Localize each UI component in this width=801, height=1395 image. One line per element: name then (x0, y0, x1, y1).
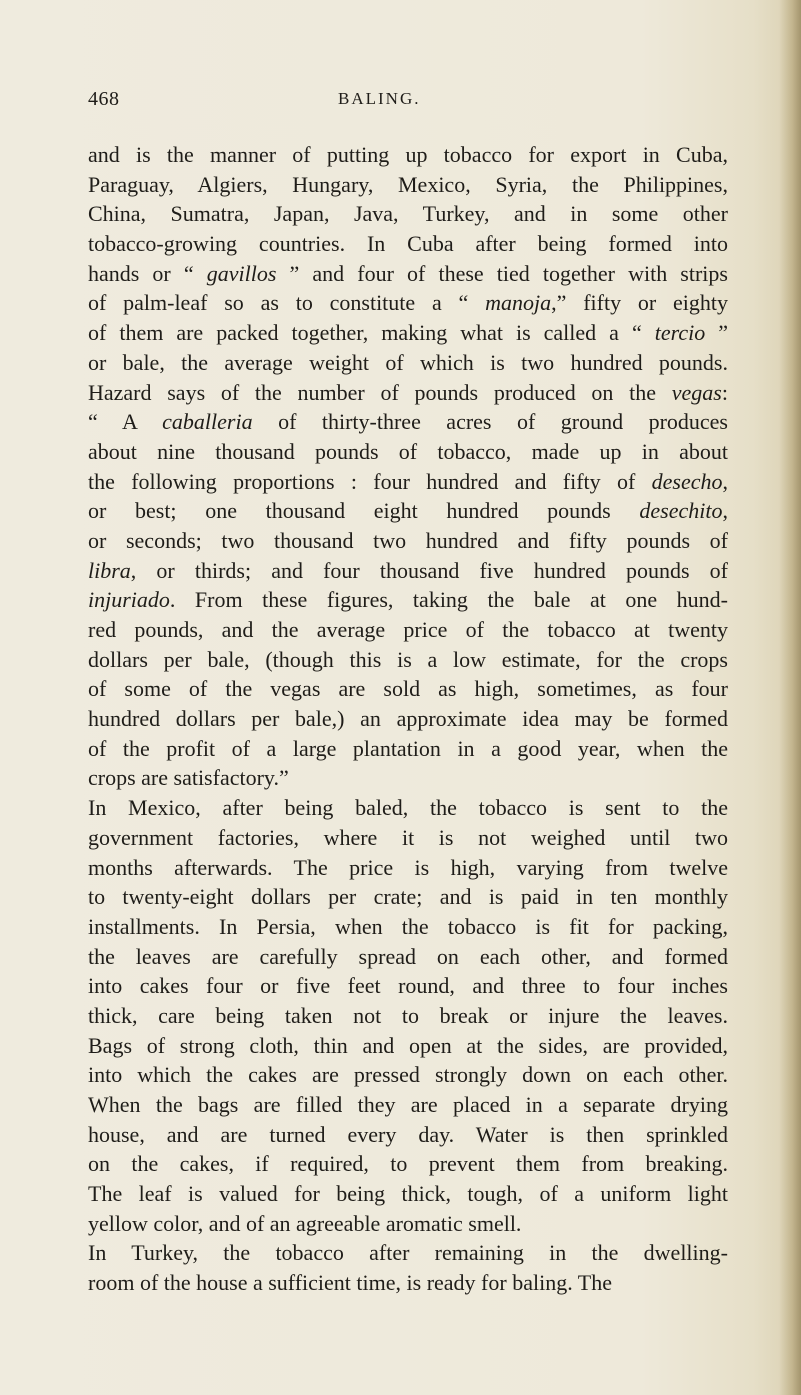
text-line (88, 378, 728, 408)
text-run: Paraguay, Algiers, Hungary, Mexico, Syria, the Philippines, (88, 171, 728, 197)
text-run: ” (705, 320, 729, 346)
text-run: : (721, 379, 728, 405)
text-line (88, 853, 728, 883)
text-run: or bale, the average weight of which is two hundred pounds. (88, 349, 728, 375)
text-line (88, 645, 728, 675)
text-run: yellow color, and of an agreeable aromatic smell. (88, 1210, 522, 1236)
text-run: government factories, where it is not weighed until two (88, 824, 728, 850)
italic-term: gavillos (206, 260, 277, 286)
text-line (88, 199, 728, 229)
page-number: 468 (88, 88, 120, 110)
text-line (88, 793, 728, 823)
text-run: “ A (88, 409, 163, 435)
text-run: tobacco-growing countries. In Cuba after being formed into (88, 231, 728, 257)
text-run: or best; one thousand eight hundred pounds (88, 498, 640, 524)
text-line (88, 734, 728, 764)
text-run: . From these figures, taking the bale at one hund- (169, 587, 728, 613)
text-line (88, 1120, 728, 1150)
italic-term: manoja (485, 290, 552, 316)
text-run: of some of the vegas are sold as high, sometimes, as four (88, 676, 728, 702)
text-run: of the profit of a large plantation in a good year, when the (88, 735, 728, 761)
text-line (88, 585, 728, 615)
text-line (88, 971, 728, 1001)
text-run: the following proportions : four hundred and fifty of (88, 468, 652, 494)
running-head: BALING. (338, 89, 421, 108)
text-run: When the bags are filled they are placed in a separate drying (88, 1092, 728, 1117)
italic-term: injuriado (88, 587, 170, 613)
text-line (88, 496, 728, 526)
text-run: into which the cakes are pressed strongly down on each other. (88, 1062, 728, 1088)
text-line (88, 1238, 728, 1268)
text-run: ,” fifty or eighty (551, 290, 728, 316)
italic-term: caballeria (162, 409, 253, 435)
text-run: of them are packed together, making what is called a “ (88, 320, 655, 346)
text-run: on the cakes, if required, to prevent them from breaking. (88, 1151, 728, 1177)
text-line (88, 467, 728, 497)
text-run: thick, care being taken not to break or injure the leaves. (88, 1002, 728, 1028)
text-line (88, 1060, 728, 1090)
text-run: ” and four of these tied together with strips (276, 260, 728, 286)
text-run: the leaves are carefully spread on each other, and formed (88, 943, 728, 969)
italic-term: vegas (671, 379, 722, 405)
text-line (88, 674, 728, 704)
text-line (88, 407, 728, 437)
text-run: of thirty-three acres of ground produces (252, 409, 728, 435)
text-run: installments. In Persia, when the tobacco is fit for packing, (88, 913, 728, 939)
text-line (88, 704, 728, 734)
text-run: In Mexico, after being baled, the tobacco is sent to the (88, 795, 728, 821)
text-line (88, 615, 728, 645)
italic-term: libra (88, 557, 131, 583)
text-run: months afterwards. The price is high, varying from twelve (88, 854, 728, 880)
page-edge-shadow (779, 0, 801, 1395)
body-text (88, 140, 728, 1298)
text-line (88, 1209, 728, 1239)
text-line (88, 823, 728, 853)
text-line (88, 229, 728, 259)
text-run: hands or “ (88, 260, 207, 286)
text-run: Hazard says of the number of pounds produced on the (88, 379, 672, 405)
text-line (88, 882, 728, 912)
italic-term: tercio (654, 320, 706, 346)
text-run: dollars per bale, (though this is a low estimate, for the crops (88, 646, 728, 672)
text-run: In Turkey, the tobacco after remaining in the dwelling- (88, 1240, 728, 1266)
text-run: of palm-leaf so as to constitute a “ (88, 290, 486, 316)
text-line (88, 1031, 728, 1061)
text-run: house, and are turned every day. Water is then sprinkled (88, 1121, 728, 1147)
text-run: , (722, 468, 728, 494)
text-line (88, 437, 728, 467)
text-line (88, 140, 728, 170)
text-line (88, 526, 728, 556)
text-line (88, 1001, 728, 1031)
text-line (88, 942, 728, 972)
text-run: into cakes four or five feet round, and three to four inches (88, 973, 728, 999)
text-line (88, 1268, 728, 1298)
text-run: , (722, 498, 728, 524)
text-run: hundred dollars per bale,) an approximate idea may be formed (88, 706, 728, 732)
text-line (88, 556, 728, 586)
text-line (88, 1149, 728, 1179)
text-run: and is the manner of putting up tobacco for export in Cuba, (88, 142, 728, 167)
text-line (88, 170, 728, 200)
text-line (88, 1090, 728, 1120)
text-run: to twenty-eight dollars per crate; and is paid in ten monthly (88, 884, 728, 910)
text-run: The leaf is valued for being thick, tough, of a uniform light (88, 1181, 728, 1207)
text-run: room of the house a sufficient time, is ready for baling. The (88, 1270, 612, 1296)
italic-term: desechito (639, 498, 723, 524)
text-run: or seconds; two thousand two hundred and fifty pounds of (88, 527, 728, 553)
text-line (88, 288, 728, 318)
text-line (88, 763, 728, 793)
text-run: about nine thousand pounds of tobacco, made up in about (88, 438, 728, 464)
text-run: China, Sumatra, Japan, Java, Turkey, and in some other (88, 201, 728, 227)
text-line (88, 348, 728, 378)
text-run: Bags of strong cloth, thin and open at the sides, are provided, (88, 1032, 728, 1058)
italic-term: desecho (651, 468, 723, 494)
text-line (88, 1179, 728, 1209)
text-run: crops are satisfactory.” (88, 765, 289, 791)
text-run: , or thirds; and four thousand five hundred pounds of (130, 557, 728, 583)
text-line (88, 318, 728, 348)
page-header (88, 88, 728, 118)
text-run: red pounds, and the average price of the tobacco at twenty (88, 617, 728, 642)
text-line (88, 912, 728, 942)
text-line (88, 259, 728, 289)
